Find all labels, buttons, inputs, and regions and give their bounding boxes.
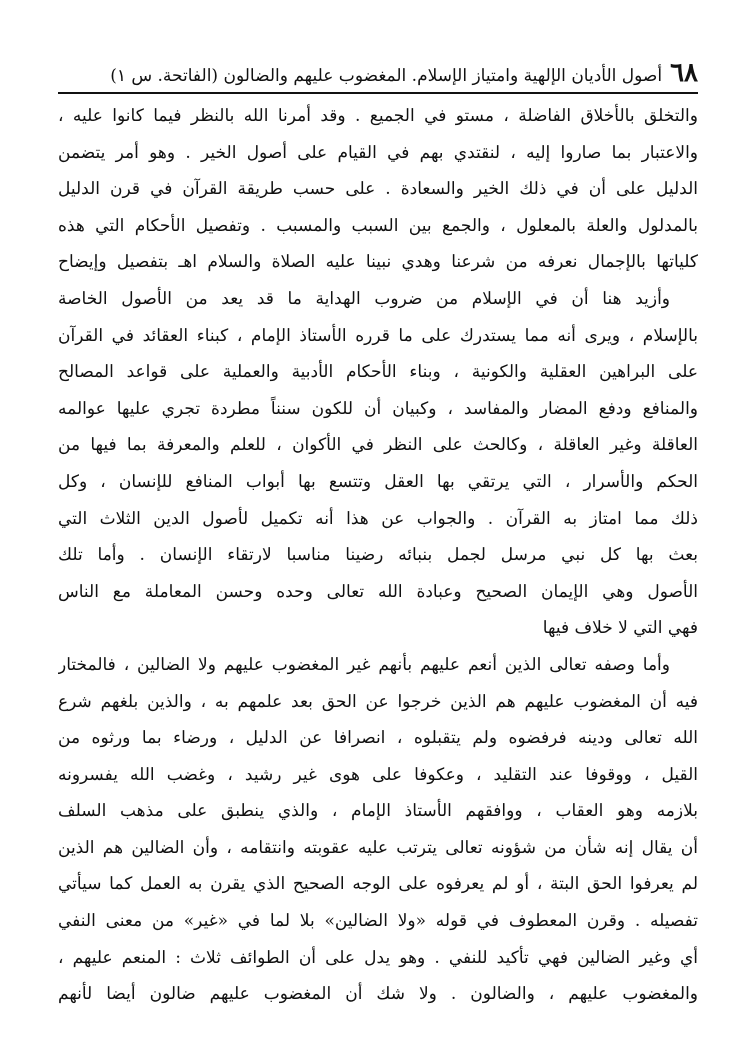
header-rule (58, 92, 698, 94)
text-line: الأصول وهي الإيمان الصحيح وعبادة الله تعالى وحده وحسن المعاملة مع الناس (58, 581, 698, 602)
text-line: ذلك مما امتاز به القرآن . والجواب عن هذا أنه تكميل لأصول الدين الثلاث التي (58, 508, 698, 529)
text-line: أن يقال إنه شأن من شؤونه تعالى يترتب عليه عقوبته وانتقامه ، وأن الضالين هم الذين (58, 837, 698, 858)
text-line: الله تعالى ودينه فرفضوه ولم يتقبلوه ، انصرافا عن الدليل ، ورضاء بما ورثوه من (58, 728, 698, 749)
body-text (58, 98, 698, 1013)
text-line: والمغضوب عليهم ، والضالون . ولا شك أن المغضوب عليهم ضالون أيضا لأنهم (58, 984, 698, 1005)
text-line: الدليل على أن في ذلك الخير والسعادة . على حسب طريقة القرآن في قرن الدليل (58, 179, 698, 200)
text-line: فيه أن المغضوب عليهم هم الذين خرجوا عن الحق بعد علمهم به ، والذين بلغهم شرع (58, 691, 698, 712)
text-line: بلازمه وهو العقاب ، ووافقهم الأستاذ الإمام ، والذي ينطبق على مذهب السلف (58, 801, 698, 822)
text-line: والمنافع ودفع المضار والمفاسد ، وكبيان أن للكون سنناً مطردة تجري عليها عوالمه (58, 398, 698, 419)
running-title: أصول الأديان الإلهية وامتياز الإسلام. المغضوب عليهم والضالون (الفاتحة. س ١) (110, 65, 663, 86)
page-header (58, 48, 698, 86)
text-line: والتخلق بالأخلاق الفاضلة ، مستو في الجميع . وقد أمرنا الله بالنظر فيما كانوا عليه ، (58, 106, 698, 126)
text-line: كلياتها بالإجمال نعرفه من شرعنا وهدي نبينا عليه الصلاة والسلام اهـ بتفصيل وإيضاح (58, 252, 698, 273)
text-line: والاعتبار بما صاروا إليه ، لنقتدي بهم في القيام على أصول الخير . وهو أمر يتضمن (58, 142, 698, 163)
paragraph-start-line: وأزيد هنا أن في الإسلام من ضروب الهداية ما قد يعد من الأصول الخاصة (58, 288, 670, 309)
paragraph-end-line: فهي التي لا خلاف فيها (542, 618, 698, 639)
paragraph-start-line: وأما وصفه تعالى الذين أنعم عليهم بأنهم غير المغضوب عليهم ولا الضالين ، فالمختار (58, 654, 670, 675)
text-line: تفصيله . وقرن المعطوف في قوله «ولا الضالين» بلا لما في «غير» من معنى النفي (58, 911, 698, 932)
text-line: بعث بها كل نبي مرسل لجمل بنبائه رضينا مناسبا لارتقاء الإنسان . وأما تلك (58, 545, 698, 566)
book-page (58, 40, 698, 1040)
text-line: القيل ، ووقوفا عند التقليد ، وعكوفا على هوى غير رشيد ، وغضب الله يفسرونه (58, 764, 698, 785)
text-line: العاقلة وغير العاقلة ، وكالحث على النظر في الأكوان ، للعلم والمعرفة بما فيها من (58, 435, 698, 456)
text-line: بالمدلول والعلة بالمعلول ، والجمع بين السبب والمسبب . وتفصيل الأحكام التي هذه (58, 215, 698, 236)
page-number: ٦٨ (670, 58, 698, 88)
text-line: على البراهين العقلية والكونية ، وبناء الأحكام الأدبية والعملية على قواعد المصالح (58, 362, 698, 383)
text-line: أي وغير الضالين فهي تأكيد للنفي . وهو يدل على أن الطوائف ثلاث : المنعم عليهم ، (58, 947, 698, 968)
text-line: لم يعرفوا الحق البتة ، أو لم يعرفوه على الوجه الصحيح الذي يقرن به العمل كما سيأتي (58, 874, 698, 895)
text-line: بالإسلام ، ويرى أنه مما يستدرك على ما قرره الأستاذ الإمام ، كبناء العقائد في القرآن (58, 325, 698, 346)
text-line: الحكم والأسرار ، التي يرتقي بها العقل وتتسع بها أبواب المنافع للإنسان ، وكل (58, 471, 698, 492)
